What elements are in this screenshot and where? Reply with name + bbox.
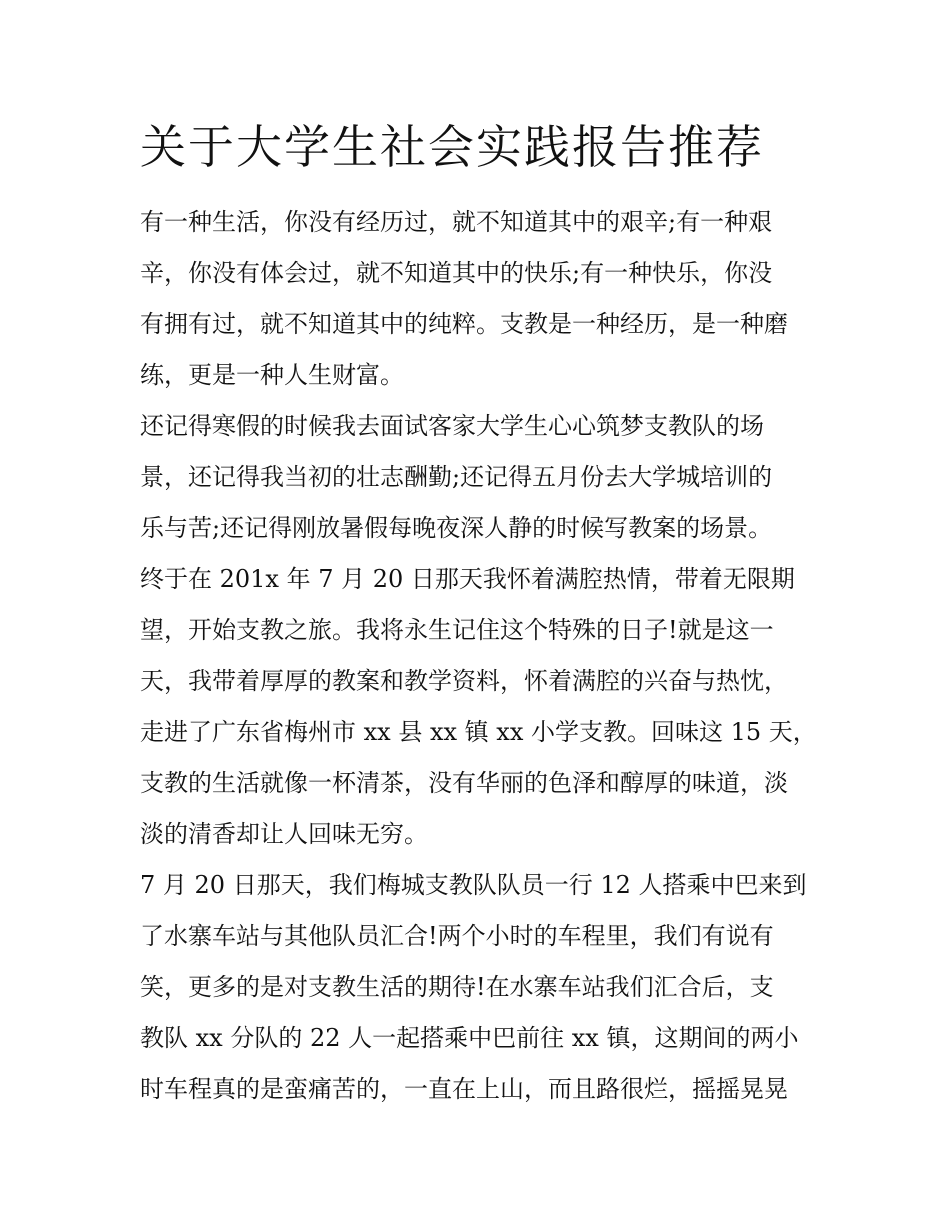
document-body xyxy=(140,197,820,1115)
text-line: 时车程真的是蛮痛苦的，一直在上山，而且路很烂，摇摇晃晃 xyxy=(140,1075,788,1103)
text-line: 有拥有过，就不知道其中的纯粹。支教是一种经历，是一种磨 xyxy=(140,310,788,338)
text-line: 辛，你没有体会过，就不知道其中的快乐;有一种快乐，你没 xyxy=(140,259,773,287)
text-line: 7 月 20 日那天，我们梅城支教队队员一行 12 人搭乘中巴来到 xyxy=(140,871,807,899)
text-line: 终于在 201x 年 7 月 20 日那天我怀着满腔热情，带着无限期 xyxy=(140,565,795,593)
text-line: 支教的生活就像一杯清茶，没有华丽的色泽和醇厚的味道，淡 xyxy=(140,769,788,797)
text-line: 有一种生活，你没有经历过，就不知道其中的艰辛;有一种艰 xyxy=(140,208,773,236)
text-line: 笑，更多的是对支教生活的期待!在水寨车站我们汇合后，支 xyxy=(140,973,774,1001)
document-title: 关于大学生社会实践报告推荐 xyxy=(140,120,764,174)
text-line: 淡的清香却让人回味无穷。 xyxy=(140,820,428,848)
text-line: 练，更是一种人生财富。 xyxy=(140,361,404,389)
text-line: 了水寨车站与其他队员汇合!两个小时的车程里，我们有说有 xyxy=(140,922,774,950)
text-line: 教队 xx 分队的 22 人一起搭乘中巴前往 xx 镇，这期间的两小 xyxy=(140,1024,799,1052)
text-line: 还记得寒假的时候我去面试客家大学生心心筑梦支教队的场 xyxy=(140,412,764,440)
text-line: 天，我带着厚厚的教案和教学资料，怀着满腔的兴奋与热忱， xyxy=(140,667,788,695)
text-line: 乐与苦;还记得刚放暑假每晚夜深人静的时候写教案的场景。 xyxy=(140,514,773,542)
text-line: 望，开始支教之旅。我将永生记住这个特殊的日子!就是这一 xyxy=(140,616,774,644)
text-line: 景，还记得我当初的壮志酬勤;还记得五月份去大学城培训的 xyxy=(140,463,773,491)
text-line: 走进了广东省梅州市 xx 县 xx 镇 xx 小学支教。回味这 15 天， xyxy=(140,718,817,746)
